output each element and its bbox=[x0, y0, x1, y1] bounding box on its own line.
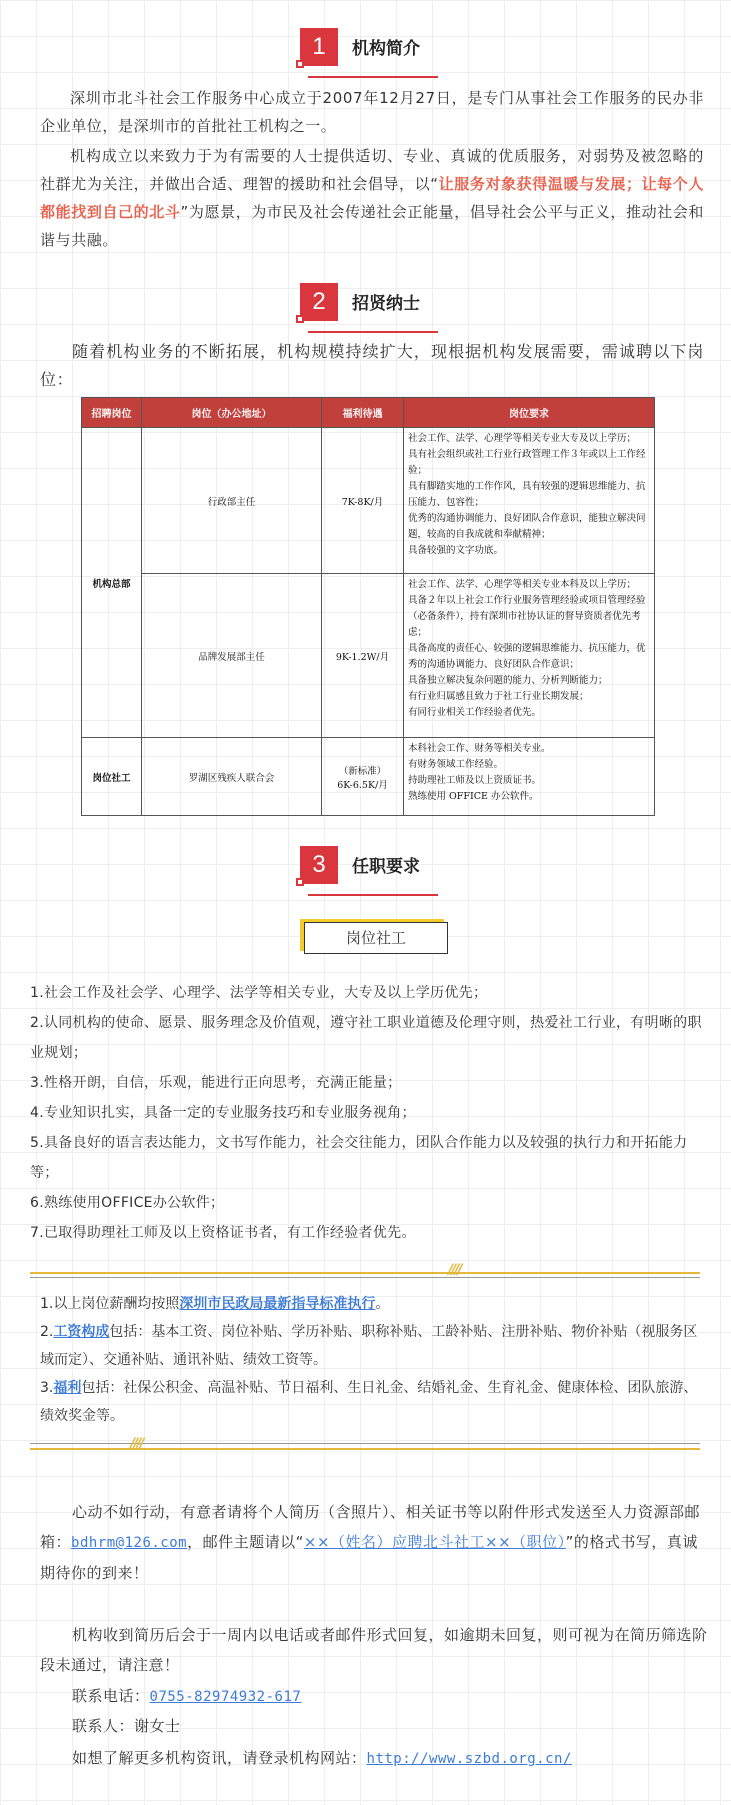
table-row bbox=[82, 574, 655, 738]
website-label: 如想了解更多机构资讯，请登录机构网站： bbox=[72, 1749, 367, 1767]
requirement-cell bbox=[404, 428, 655, 574]
contact-paragraph-1 bbox=[40, 1497, 710, 1588]
person-line bbox=[72, 1711, 702, 1741]
note-text: 。 bbox=[375, 1296, 390, 1312]
person-label: 联系人： bbox=[72, 1717, 135, 1735]
intro-text: ”为愿景，为市民及社会传递社会正能量，倡导社会公平与正义，推动社会和谐与共融。 bbox=[40, 203, 704, 249]
salary-standard-link: 深圳市民政局最新指导标准执行 bbox=[179, 1296, 376, 1312]
note-text: 包括：基本工资、岗位补贴、学历补贴、职称补贴、工龄补贴、注册补贴、物价补贴（视服务区域而定）、交通补贴、通讯补贴、绩效工资等。 bbox=[40, 1324, 698, 1368]
salary-cell: 9K-1.2W/月 bbox=[322, 574, 404, 738]
wage-composition-link: 工资构成 bbox=[53, 1324, 110, 1340]
intro-text: 机构成立以来致力于为有需要的人士提供适切、专业、真诚的优质服务，对弱势及被忽略的社群尤为关注，并做出合适、理智的援助和社会倡导，以“ bbox=[40, 147, 704, 193]
section-title: 机构简介 bbox=[352, 39, 420, 59]
table-header: 招聘岗位 bbox=[82, 398, 142, 428]
requirement-line: 具备高度的责任心、较强的逻辑思维能力、抗压能力，优秀的沟通协调能力、良好团队合作意识； bbox=[408, 643, 646, 670]
website-line bbox=[72, 1743, 702, 1774]
vision-highlight: 让服务对象获得温暖与发展；让每个人都能找到自己的北斗 bbox=[40, 175, 704, 221]
note-item-1 bbox=[40, 1290, 700, 1318]
requirement-line: 持助理社工师及以上资质证书。 bbox=[408, 775, 542, 786]
requirement-line: 社会工作、法学、心理学等相关专业大专及以上学历； bbox=[408, 433, 637, 444]
position-cell: 行政部主任 bbox=[142, 428, 322, 574]
salary-note: （新标准） bbox=[338, 765, 387, 777]
phone-line bbox=[72, 1681, 702, 1712]
note-text: 3. bbox=[40, 1380, 54, 1396]
note-item-2 bbox=[40, 1318, 700, 1374]
slash-decoration: //// bbox=[130, 1436, 143, 1452]
requirement-line: 有同行业相关工作经验者优先。 bbox=[408, 707, 542, 718]
requirement-line: 熟练使用 OFFICE 办公软件。 bbox=[408, 791, 539, 802]
salary-cell: 7K-8K/月 bbox=[322, 428, 404, 574]
section-underline bbox=[308, 76, 438, 78]
section-number: 3 bbox=[300, 846, 338, 884]
table-row bbox=[82, 428, 655, 574]
note-text: 2. bbox=[40, 1324, 54, 1340]
table-header: 岗位（办公地址） bbox=[142, 398, 322, 428]
section-number: 2 bbox=[300, 283, 338, 321]
contact-text: ”的格式书写，真诚期待你的到来！ bbox=[40, 1533, 698, 1582]
section-title: 任职要求 bbox=[352, 857, 420, 877]
notes-block bbox=[40, 1290, 700, 1430]
gray-divider bbox=[30, 1277, 700, 1278]
requirement-cell bbox=[404, 574, 655, 738]
note-item-3 bbox=[40, 1374, 700, 1430]
phone-label: 联系电话： bbox=[72, 1687, 150, 1705]
list-item: 6.熟练使用OFFICE办公软件； bbox=[30, 1195, 225, 1211]
corner-decoration bbox=[296, 878, 304, 886]
corner-decoration bbox=[296, 60, 304, 68]
section-underline bbox=[308, 894, 438, 896]
list-item: 3.性格开朗，自信，乐观，能进行正向思考，充满正能量； bbox=[30, 1075, 402, 1091]
requirement-line: 有财务领域工作经验。 bbox=[408, 759, 504, 770]
contact-text: ，邮件主题请以“ bbox=[187, 1533, 304, 1551]
requirement-line: 有行业归属感且致力于社工行业长期发展； bbox=[408, 691, 589, 702]
intro-paragraph-1: 深圳市北斗社会工作服务中心成立于2007年12月27日，是专门从事社会工作服务的民办非企业单位，是深圳市的首批社工机构之一。 bbox=[40, 89, 704, 135]
salary-cell bbox=[322, 738, 404, 816]
requirement-cell bbox=[404, 738, 655, 816]
corner-decoration bbox=[296, 315, 304, 323]
note-text: 包括：社保公积金、高温补贴、节日福利、生日礼金、结婚礼金、生育礼金、健康体检、团队旅游、绩效奖金等。 bbox=[40, 1380, 698, 1424]
requirement-line: 优秀的沟通协调能力、良好团队合作意识，能独立解决问题，较高的自我成就和奉献精神； bbox=[408, 513, 646, 540]
recruit-paragraph: 随着机构业务的不断拓展，机构规模持续扩大，现根据机构发展需要，需诚聘以下岗位： bbox=[40, 342, 704, 389]
list-item: 2.认同机构的使命、愿景、服务理念及价值观，遵守社工职业道德及伦理守则，热爱社工行业，有明晰的职业规划； bbox=[30, 1015, 702, 1061]
group-cell: 岗位社工 bbox=[82, 738, 142, 816]
table-header: 岗位要求 bbox=[404, 398, 655, 428]
email-link[interactable]: bdhrm@126.com bbox=[71, 1535, 188, 1551]
section-title: 招贤纳士 bbox=[352, 294, 420, 314]
list-item: 7.已取得助理社工师及以上资格证书者，有工作经验者优先。 bbox=[30, 1225, 416, 1241]
section-underline bbox=[308, 331, 438, 333]
slash-decoration: //// bbox=[448, 1262, 461, 1278]
requirement-line: 社会工作、法学、心理学等相关专业本科及以上学历； bbox=[408, 579, 637, 590]
benefits-link: 福利 bbox=[53, 1380, 82, 1396]
section-header-3 bbox=[300, 846, 440, 896]
note-text: 1.以上岗位薪酬均按照 bbox=[40, 1296, 180, 1312]
requirement-line: 本科社会工作、财务等相关专业。 bbox=[408, 743, 551, 754]
requirement-line: 具有脚踏实地的工作作风，具有较强的逻辑思维能力、抗压能力、包容性； bbox=[408, 481, 646, 508]
person-name: 谢女士 bbox=[134, 1717, 181, 1735]
group-cell: 机构总部 bbox=[82, 428, 142, 738]
requirements-list bbox=[30, 978, 710, 1248]
position-cell: 品牌发展部主任 bbox=[142, 574, 322, 738]
table-header: 福利待遇 bbox=[322, 398, 404, 428]
contact-text: 心动不如行动，有意者请将个人简历（含照片）、相关证书等以附件形式发送至人力资源部邮箱： bbox=[40, 1503, 701, 1551]
email-subject: ××（姓名）应聘北斗社工××（职位） bbox=[303, 1533, 566, 1551]
section-header-2 bbox=[300, 283, 440, 333]
requirement-line: 具有社会组织或社工行业行政管理工作３年或以上工作经验； bbox=[408, 449, 646, 476]
list-item: 1.社会工作及社会学、心理学、法学等相关专业，大专及以上学历优先； bbox=[30, 985, 488, 1001]
table-header-row bbox=[82, 398, 655, 428]
requirement-line: 具备２年以上社会工作行业服务管理经验或项目管理经验（必备条件），持有深圳市社协认证的督导资质者优先考虑； bbox=[408, 595, 646, 638]
requirement-line: 具备较强的文字功底。 bbox=[408, 545, 504, 556]
requirement-line: 具备独立解决复杂问题的能力、分析判断能力； bbox=[408, 675, 608, 686]
list-item: 5.具备良好的语言表达能力，文书写作能力，社会交往能力，团队合作能力以及较强的执行力和开拓能力等； bbox=[30, 1135, 688, 1181]
jobs-table bbox=[81, 397, 655, 816]
website-link[interactable]: http://www.szbd.org.cn/ bbox=[366, 1751, 572, 1767]
list-item: 4.专业知识扎实，具备一定的专业服务技巧和专业服务视角； bbox=[30, 1105, 416, 1121]
post-label-box: 岗位社工 bbox=[304, 922, 448, 954]
intro-paragraph-2 bbox=[40, 142, 704, 254]
position-cell: 罗湖区残疾人联合会 bbox=[142, 738, 322, 816]
salary-value: 6K-6.5K/月 bbox=[337, 779, 388, 791]
table-row bbox=[82, 738, 655, 816]
contact-paragraph-2: 机构收到简历后会于一周内以电话或者邮件形式回复，如逾期未回复，则可视为在简历筛选阶段未通过，请注意！ bbox=[40, 1626, 708, 1674]
section-header-1 bbox=[300, 28, 440, 78]
gold-divider bbox=[30, 1272, 700, 1274]
phone-link[interactable]: 0755-82974932-617 bbox=[149, 1689, 302, 1705]
section-number: 1 bbox=[300, 28, 338, 66]
